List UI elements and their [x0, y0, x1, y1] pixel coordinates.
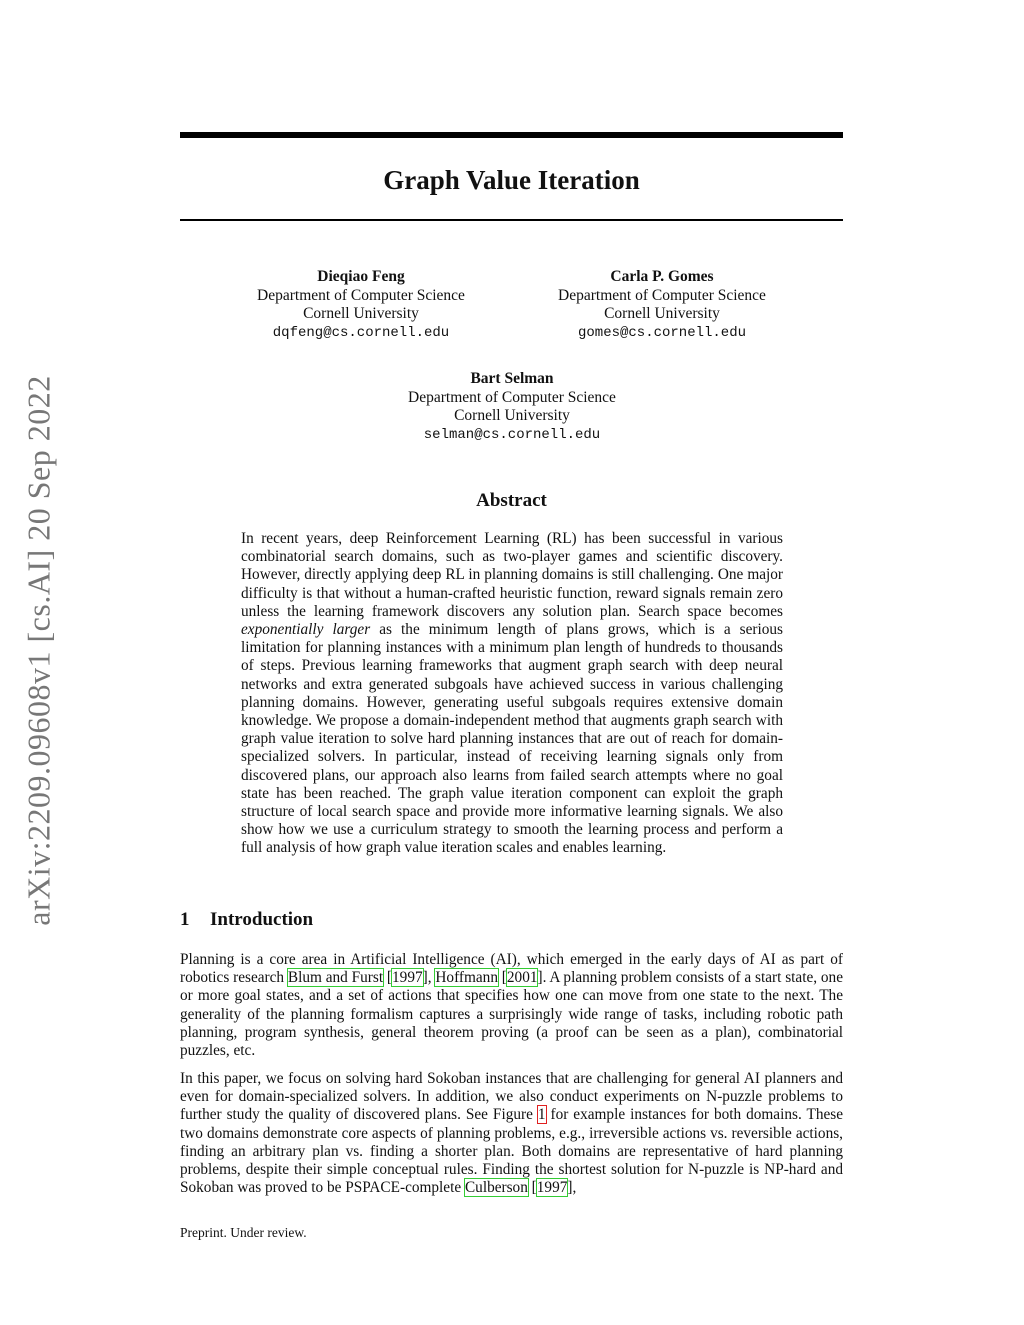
author-department: Department of Computer Science: [257, 286, 465, 304]
abstract-emphasis: exponentially larger: [241, 621, 371, 639]
citation-year-link[interactable]: 2001: [506, 969, 538, 987]
author-block: [372, 370, 652, 444]
author-affiliation: Cornell University: [454, 407, 570, 424]
paragraph-text: In this paper, we focus on solving hard Sokoban instances that are challenging for general AI planners and even for domain-specialized solvers. In addition, we also conduct experiments on N-puzzle problems to further study the quality of discovered plans. See Figure: [180, 1070, 843, 1124]
abstract-part: In recent years, deep Reinforcement Learning (RL) has been successful in various combinatorial search domains, such as two-player games and scientific discovery. However, directly applying deep RL in planning domains is still challenging. One major difficulty is that without a human-crafted heuristic function, reward signals remain zero unless the learning framework discovers any solution plan. Search space becomes: [241, 530, 783, 620]
citation-year-link[interactable]: 1997: [536, 1179, 568, 1197]
citation-link[interactable]: Blum and Furst: [287, 969, 384, 987]
citation-link[interactable]: Hoffmann: [435, 969, 498, 987]
author-name: Dieqiao Feng: [317, 268, 405, 285]
author-department: Department of Computer Science: [558, 286, 766, 304]
section-title: Introduction: [210, 909, 314, 930]
author-email[interactable]: gomes@cs.cornell.edu: [577, 324, 747, 341]
author-affiliation: Cornell University: [303, 305, 419, 322]
title-rule-bottom: [180, 219, 843, 221]
author-email[interactable]: selman@cs.cornell.edu: [423, 426, 601, 443]
arxiv-identifier: arXiv:2209.09608v1 [cs.AI] 20 Sep 2022: [20, 374, 57, 926]
author-name: Carla P. Gomes: [610, 268, 714, 285]
paper-title: Graph Value Iteration: [383, 165, 640, 195]
figure-reference-link[interactable]: 1: [537, 1106, 546, 1124]
abstract-heading: Abstract: [476, 490, 547, 511]
paragraph-text: . A planning problem consists of a start state, one or more goal states, and a set of actions that specifies how one can move from one state to the next. The generality of the planning formalism captures a surprisingly wide range of tasks, including robotic path planning, program synthesis, general theorem proving (a proof can be seen as a plan), combinatorial puzzles, etc.: [180, 969, 843, 1060]
author-affiliation: Cornell University: [604, 305, 720, 322]
citation-separator: ,: [427, 969, 436, 987]
footer-note: Preprint. Under review.: [180, 1225, 307, 1240]
abstract-part: as the minimum length of plans grows, which is a serious limitation for planning instances with a minimum plan length of hundreds to thousands of steps. Previous learning frameworks that augment graph search with deep neural networks and extra generated subgoals have achieved success in various challenging planning domains. However, generating useful subgoals requires extensive domain knowledge. We propose a domain-independent method that augments graph search with graph value iteration to solve hard planning instances that are out of reach for domain-specialized solvers. In particular, instead of receiving learning signals only from discovered plans, our approach also learns from failed search attempts where no goal state has been reached. The graph value iteration component can exploit the graph structure of local search space and provide more informative learning signals. We also show how we use a curriculum strategy to smooth the learning process and perform a full analysis of how graph value iteration scales and enables learning.: [241, 621, 784, 857]
section-heading: [180, 908, 313, 932]
citation-year-link[interactable]: 1997: [392, 969, 423, 987]
paragraph-text: ,: [572, 1179, 577, 1197]
paragraph-text: for example instances for both domains. These two domains demonstrate core aspects of planning problems, e.g., irreversible actions vs. reversible actions, finding an arbitrary plan vs. finding a shorter plan. Both domains are representative of hard planning problems, despite their simple conceptual rules. Finding the shortest solution for N-puzzle is NP-hard and Sokoban was proved to be PSPACE-complete: [180, 1106, 843, 1197]
citation-link[interactable]: Culberson: [464, 1179, 528, 1197]
arxiv-side-stamp: [18, 355, 60, 945]
author-email[interactable]: dqfeng@cs.cornell.edu: [272, 324, 450, 341]
title-rule-top: [180, 132, 843, 138]
section-number: 1: [180, 909, 190, 930]
abstract-text: [241, 530, 783, 858]
author-block: [522, 268, 802, 342]
intro-paragraph-2: In this paper, we focus on solving hard Sokoban instances that are challenging for general AI planners and even for domain-specialized solvers. In addition, we also conduct experiments on N-puzzle problems to further study the quality of discovered plans. See Figure 1 for example instances for both domains. These two domains demonstrate core aspects of planning problems, e.g., irreversible actions vs. reversible actions, finding an arbitrary plan vs. finding a shorter plan. Both domains are representative of hard planning problems, despite their simple conceptual rules. Finding the shortest solution for N-puzzle is NP-hard and Sokoban was proved to be PSPACE-complete Culberson [1997],: [180, 1070, 843, 1197]
paragraph-text: Planning is a core area in Artificial Intelligence (AI), which emerged in the early days of AI as part of robotics research: [180, 951, 843, 987]
author-name: Bart Selman: [470, 370, 554, 387]
intro-paragraph-1: Planning is a core area in Artificial Intelligence (AI), which emerged in the early days of AI as part of robotics research Blum and Furst [1997], Hoffmann [2001]. A planning problem consists of a start state, one or more goal states, and a set of actions that specifies how one can move from one state to the next. The generality of the planning formalism captures a surprisingly wide range of tasks, including robotic path planning, program synthesis, general theorem proving (a proof can be seen as a plan), combinatorial puzzles, etc.: [180, 951, 843, 1060]
author-department: Department of Computer Science: [408, 388, 616, 406]
author-block: [221, 268, 501, 342]
